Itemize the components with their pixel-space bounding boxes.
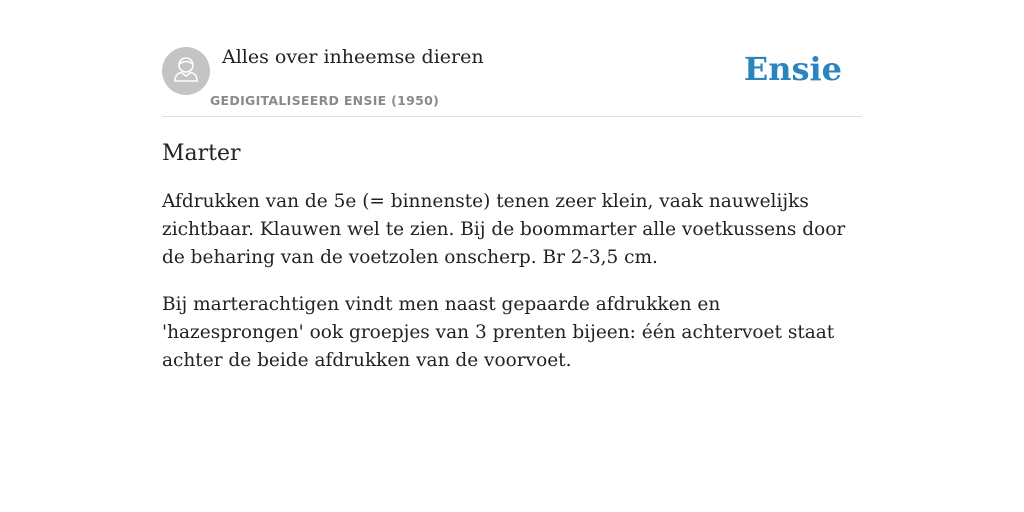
- book-title[interactable]: Alles over inheemse dieren: [222, 46, 484, 68]
- article-paragraph: Afdrukken van de 5e (= binnenste) tenen zeer klein, vaak nauwelijks zichtbaar. Klauwen wel te zien. Bij de boommarter alle voetkussens door de beharing van de voetzolen onscherp. Br 2-3,5 cm.: [162, 191, 846, 268]
- article: [162, 138, 862, 394]
- header: [162, 38, 862, 117]
- page-title: Marter: [162, 141, 241, 166]
- ensie-logo[interactable]: Ensie: [743, 50, 842, 88]
- book-subtitle: GEDIGITALISEERD ENSIE (1950): [210, 93, 440, 108]
- article-paragraph: Bij marterachtigen vindt men naast gepaarde afdrukken en 'hazesprongen' ook groepjes van 3 prenten bijeen: één achtervoet staat achter de beide afdrukken van de voorvoet.: [162, 294, 835, 371]
- user-avatar-icon: [162, 47, 210, 95]
- avatar[interactable]: [162, 47, 210, 95]
